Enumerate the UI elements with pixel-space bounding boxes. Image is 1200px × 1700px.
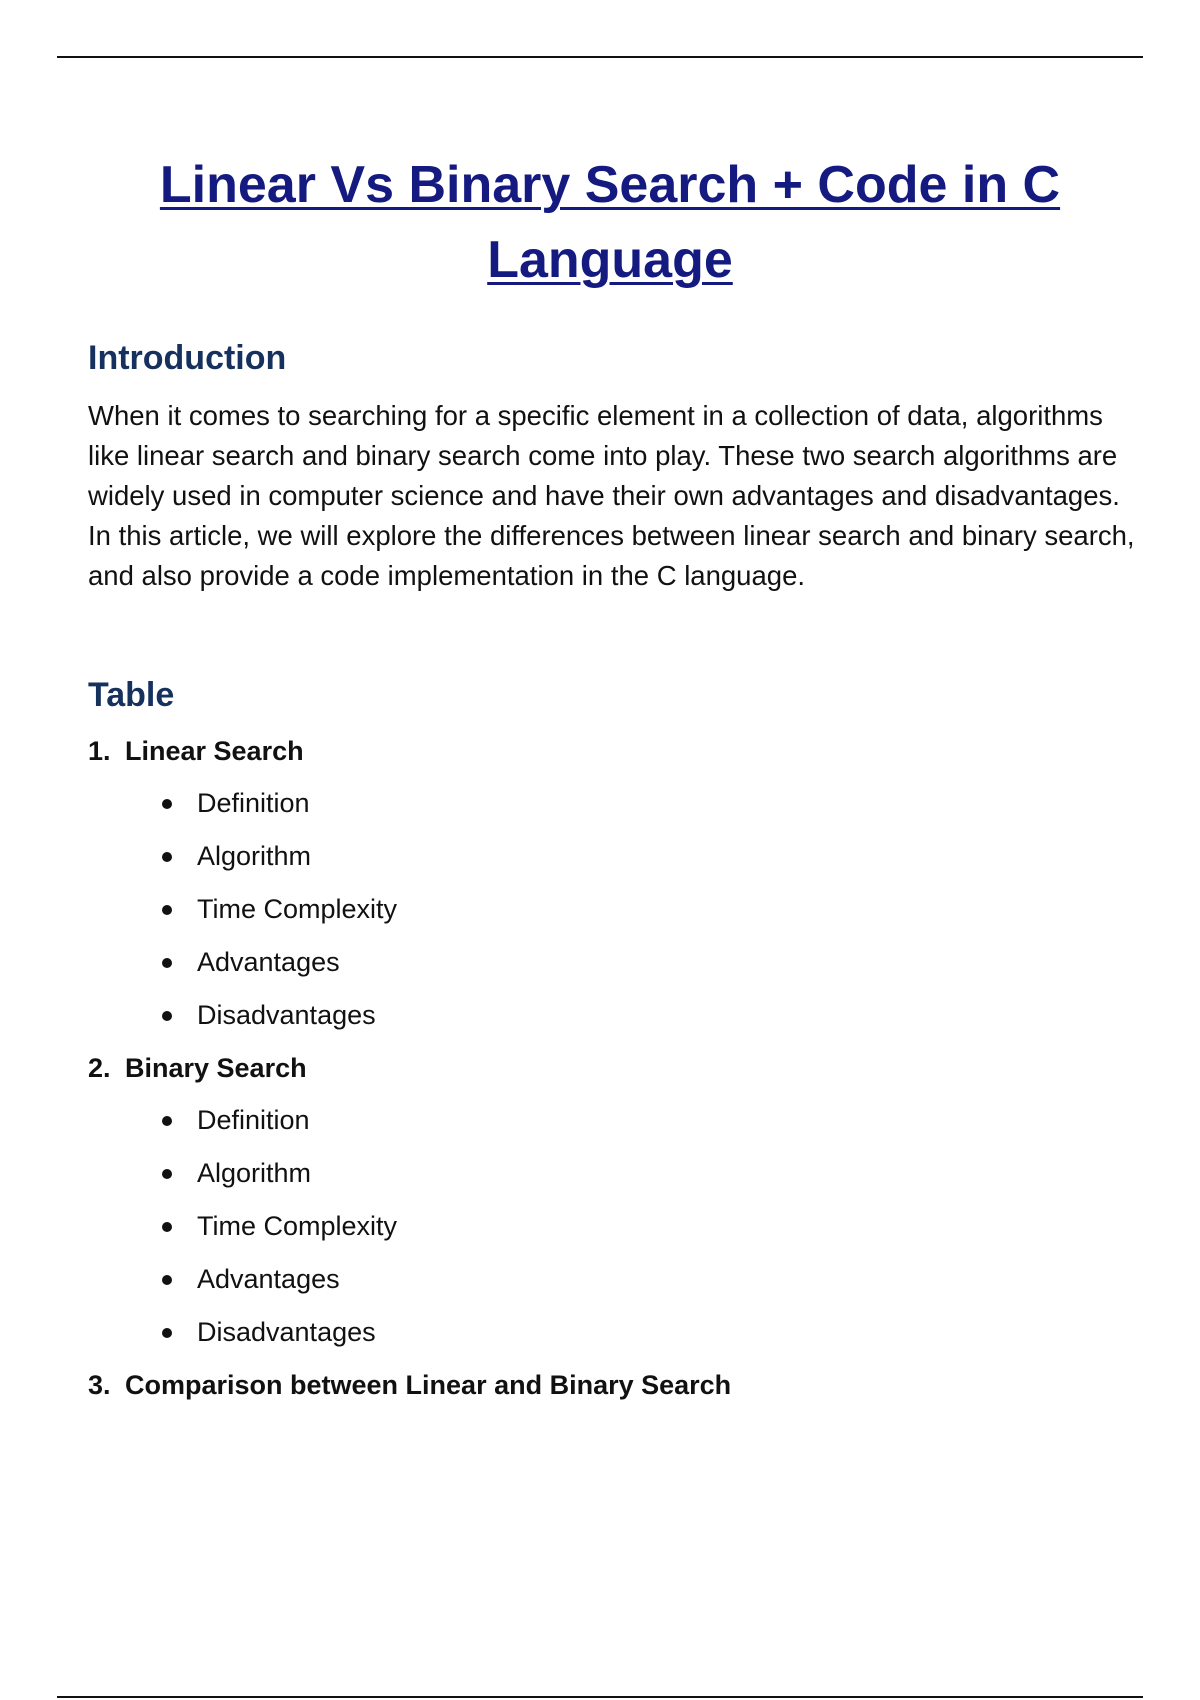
bullet-icon — [162, 1328, 172, 1338]
toc-section-title — [88, 1048, 1148, 1088]
list-item: Advantages — [88, 1259, 1148, 1300]
bullet-icon — [162, 1116, 172, 1126]
list-item: Disadvantages — [88, 995, 1148, 1036]
list-item: Advantages — [88, 942, 1148, 983]
top-rule — [57, 56, 1143, 58]
toc-section-label: Comparison between Linear and Binary Search — [125, 1370, 732, 1400]
bullet-icon — [162, 799, 172, 809]
document-title: Linear Vs Binary Search + Code in C Language — [159, 156, 1061, 289]
list-item: Algorithm — [88, 836, 1148, 877]
toc-section-number: 1. — [88, 736, 111, 766]
table-heading: Table — [88, 676, 175, 714]
bullet-icon — [162, 1169, 172, 1179]
toc-sub-list — [88, 783, 1148, 1036]
bullet-icon — [162, 1275, 172, 1285]
bullet-icon — [162, 1222, 172, 1232]
toc-section-title — [88, 731, 1148, 771]
bullet-icon — [162, 958, 172, 968]
introduction-heading: Introduction — [88, 339, 287, 377]
toc-section — [88, 1048, 1148, 1353]
list-item: Time Complexity — [88, 889, 1148, 930]
toc-sub-list — [88, 1100, 1148, 1353]
introduction-paragraph: When it comes to searching for a specific element in a collection of data, algorithms like linear search and binary search come into play. These two search algorithms are widely used in computer science and have their own advantages and disadvantages. In this article, we will explore the differences between linear search and binary search, and also provide a code implementation in the C language. — [88, 400, 1135, 591]
toc-section-number: 3. — [88, 1370, 111, 1400]
toc-section-label: Linear Search — [125, 736, 304, 766]
list-item: Definition — [88, 783, 1148, 824]
bullet-icon — [162, 852, 172, 862]
toc-section-number: 2. — [88, 1053, 111, 1083]
bullet-icon — [162, 1011, 172, 1021]
toc-section — [88, 731, 1148, 1036]
toc-section — [88, 1365, 1148, 1405]
toc-section-label: Binary Search — [125, 1053, 307, 1083]
table-of-contents — [88, 731, 1148, 1405]
list-item: Time Complexity — [88, 1206, 1148, 1247]
list-item: Definition — [88, 1100, 1148, 1141]
bullet-icon — [162, 905, 172, 915]
list-item: Algorithm — [88, 1153, 1148, 1194]
list-item: Disadvantages — [88, 1312, 1148, 1353]
bottom-rule — [57, 1696, 1143, 1698]
toc-section-title — [88, 1365, 1148, 1405]
